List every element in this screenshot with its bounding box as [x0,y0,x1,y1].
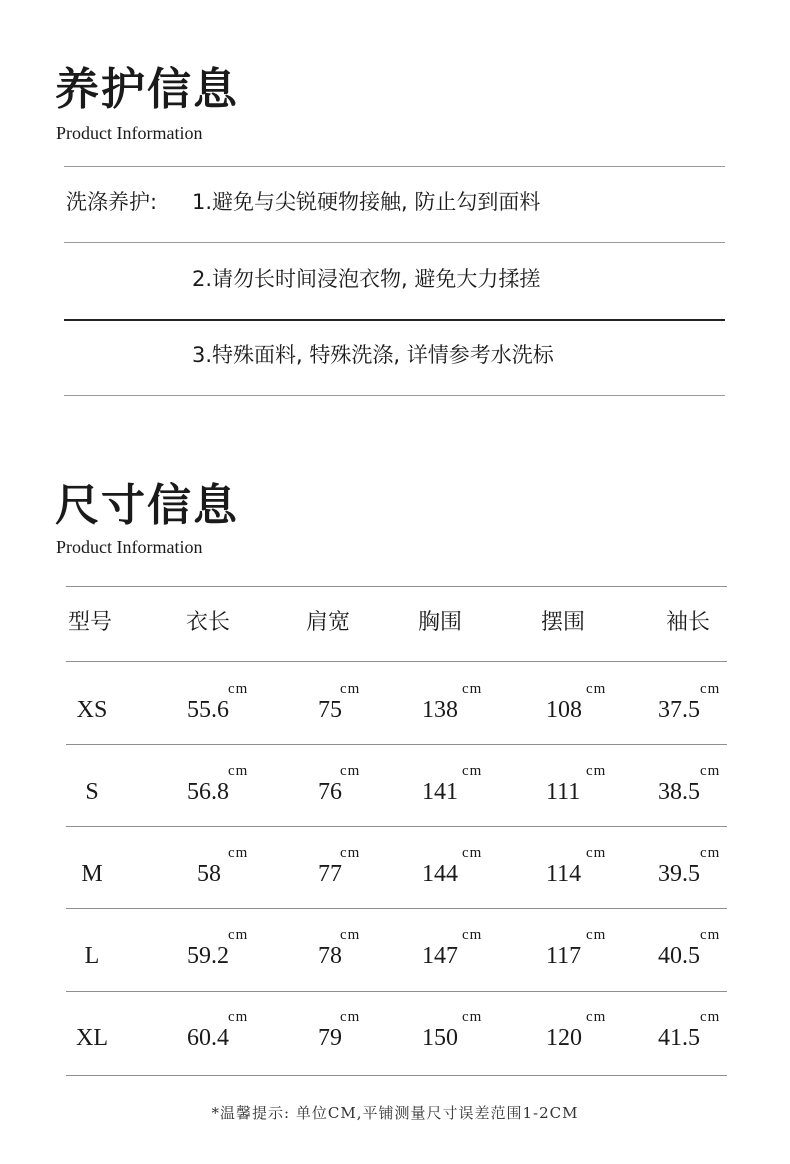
value-hem: 117 [546,943,582,969]
row-divider [66,826,727,827]
unit-label: cm [700,845,721,861]
row-divider [66,908,727,909]
unit-label: cm [586,1009,607,1025]
value-length: 55.6 [187,697,229,723]
care-item-1: 1.避免与尖锐硬物接触, 防止勾到面料 [192,190,541,214]
value-sleeve: 39.5 [658,861,700,887]
size-table-header-rule [66,661,727,662]
header-sleeve: 袖长 [666,610,711,635]
unit-label: cm [700,681,721,697]
value-hem: 111 [546,779,581,805]
value-length: 60.4 [187,1025,229,1051]
value-hem: 114 [546,861,582,887]
header-shoulder: 肩宽 [306,610,351,635]
value-hem: 108 [546,697,582,723]
value-shoulder: 79 [318,1025,342,1051]
unit-label: cm [340,845,361,861]
unit-label: cm [340,681,361,697]
unit-label: cm [228,681,249,697]
unit-label: cm [340,1009,361,1025]
header-length: 衣长 [186,610,231,635]
care-item-2: 2.请勿长时间浸泡衣物, 避免大力揉搓 [192,267,541,291]
header-chest: 胸围 [418,610,463,635]
unit-label: cm [340,763,361,779]
unit-label: cm [340,927,361,943]
unit-label: cm [462,763,483,779]
care-section-subtitle: Product Information [56,123,203,143]
unit-label: cm [228,927,249,943]
value-sleeve: 37.5 [658,697,700,723]
care-label: 洗涤养护: [66,190,158,214]
size-section-title: 尺寸信息 [55,481,239,530]
size-section-subtitle: Product Information [56,537,203,557]
value-shoulder: 77 [318,861,342,887]
care-section-title: 养护信息 [55,65,239,114]
value-chest: 141 [422,779,458,805]
unit-label: cm [228,845,249,861]
value-chest: 147 [422,943,458,969]
unit-label: cm [462,845,483,861]
care-divider-3 [64,319,725,321]
value-sleeve: 40.5 [658,943,700,969]
value-sleeve: 38.5 [658,779,700,805]
measurement-note: *温馨提示: 单位CM,平铺测量尺寸误差范围1-2CM [211,1104,579,1122]
value-length: 58 [197,861,221,887]
unit-label: cm [462,1009,483,1025]
value-chest: 150 [422,1025,458,1051]
header-hem: 摆围 [541,610,586,635]
care-divider-4 [64,395,725,396]
unit-label: cm [700,763,721,779]
value-shoulder: 76 [318,779,342,805]
header-model: 型号 [68,610,113,635]
size-label: L [84,943,100,969]
value-chest: 144 [422,861,458,887]
value-shoulder: 78 [318,943,342,969]
value-length: 59.2 [187,943,229,969]
unit-label: cm [462,927,483,943]
unit-label: cm [700,927,721,943]
size-table-top-rule [66,586,727,587]
value-chest: 138 [422,697,458,723]
care-divider-2 [64,242,725,243]
care-item-3: 3.特殊面料, 特殊洗涤, 详情参考水洗标 [192,343,554,367]
row-divider [66,991,727,992]
care-divider-1 [64,166,725,167]
unit-label: cm [586,927,607,943]
unit-label: cm [586,845,607,861]
unit-label: cm [228,1009,249,1025]
value-shoulder: 75 [318,697,342,723]
unit-label: cm [700,1009,721,1025]
unit-label: cm [462,681,483,697]
unit-label: cm [228,763,249,779]
size-label: XL [76,1025,108,1051]
size-label: S [85,779,99,805]
unit-label: cm [586,763,607,779]
value-sleeve: 41.5 [658,1025,700,1051]
size-table-bottom-rule [66,1075,727,1076]
unit-label: cm [586,681,607,697]
size-label: M [81,861,103,887]
size-label: XS [76,697,108,723]
row-divider [66,744,727,745]
value-length: 56.8 [187,779,229,805]
value-hem: 120 [546,1025,582,1051]
